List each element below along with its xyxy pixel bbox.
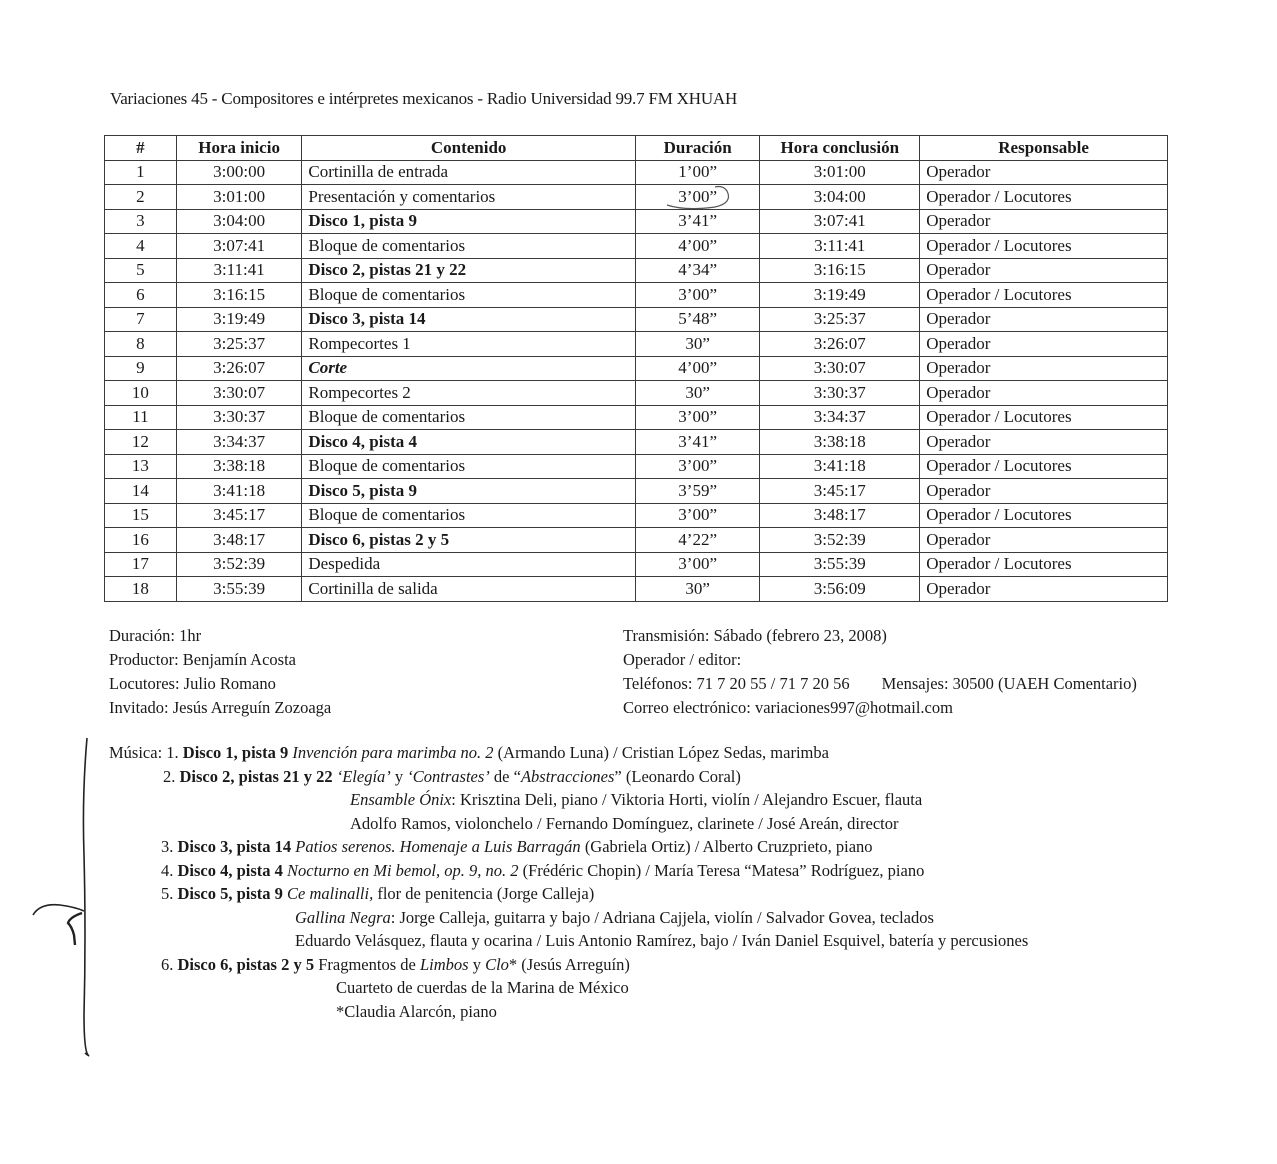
table-row — [105, 454, 1168, 479]
table-row — [105, 503, 1168, 528]
responsible-cell: Operador / Locutores — [920, 283, 1168, 308]
contact-email: Correo electrónico: variaciones997@hotmail.com — [623, 698, 953, 717]
table-row — [105, 160, 1168, 185]
content-cell: Rompecortes 2 — [302, 381, 636, 406]
performers-line: Gallina Negra: Jorge Calleja, guitarra y bajo / Adriana Cajjela, violín / Salvador Govea, teclados — [295, 907, 934, 927]
content-cell: Disco 1, pista 9 — [302, 209, 636, 234]
duration-cell: 30” — [635, 381, 759, 406]
table-row — [105, 356, 1168, 381]
performers-line: Adolfo Ramos, violonchelo / Fernando Domínguez, clarinete / José Areán, director — [350, 813, 899, 833]
content-cell: Bloque de comentarios — [302, 503, 636, 528]
responsible-cell: Operador — [920, 160, 1168, 185]
content-cell: Disco 2, pistas 21 y 22 — [302, 258, 636, 283]
row-number-cell: 18 — [105, 577, 177, 602]
start-time-cell: 3:07:41 — [176, 234, 302, 259]
responsible-cell: Operador — [920, 332, 1168, 357]
performers-line: Ensamble Ónix: Krisztina Deli, piano / Viktoria Horti, violín / Alejandro Escuer, flauta — [350, 790, 923, 809]
duration-cell: 5’48” — [635, 307, 759, 332]
responsible-cell: Operador — [920, 577, 1168, 602]
table-row — [105, 430, 1168, 455]
responsible-cell: Operador / Locutores — [920, 503, 1168, 528]
responsible-cell: Operador / Locutores — [920, 185, 1168, 210]
row-number-cell: 9 — [105, 356, 177, 381]
end-time-cell: 3:07:41 — [760, 209, 920, 234]
table-header-row — [105, 136, 1168, 161]
table-row — [105, 479, 1168, 504]
content-cell: Bloque de comentarios — [302, 454, 636, 479]
music-item-1: Música: 1. Disco 1, pista 9 Invención para marimba no. 2 (Armando Luna) / Cristian López Sedas, marimba — [109, 743, 829, 762]
duration-cell: 4’22” — [635, 528, 759, 553]
end-time-cell: 3:56:09 — [760, 577, 920, 602]
operator-editor: Operador / editor: — [623, 650, 742, 669]
row-number-cell: 5 — [105, 258, 177, 283]
responsible-cell: Operador — [920, 258, 1168, 283]
contact-line — [623, 672, 1137, 696]
responsible-cell: Operador / Locutores — [920, 454, 1168, 479]
start-time-cell: 3:30:37 — [176, 405, 302, 430]
handwritten-bracket-mark — [30, 735, 90, 1060]
table-row — [105, 332, 1168, 357]
table-row — [105, 552, 1168, 577]
duration-cell: 3’00” — [635, 552, 759, 577]
end-time-cell: 3:55:39 — [760, 552, 920, 577]
start-time-cell: 3:11:41 — [176, 258, 302, 283]
start-time-cell: 3:41:18 — [176, 479, 302, 504]
responsible-cell: Operador — [920, 356, 1168, 381]
content-cell: Corte — [302, 356, 636, 381]
header-start-time: Hora inicio — [176, 136, 302, 161]
schedule-body — [105, 160, 1168, 601]
duration-cell: 3’00” — [635, 283, 759, 308]
table-row — [105, 283, 1168, 308]
end-time-cell: 3:26:07 — [760, 332, 920, 357]
start-time-cell: 3:04:00 — [176, 209, 302, 234]
schedule-table — [104, 135, 1168, 602]
content-cell: Disco 4, pista 4 — [302, 430, 636, 455]
end-time-cell: 3:38:18 — [760, 430, 920, 455]
responsible-cell: Operador — [920, 209, 1168, 234]
responsible-cell: Operador — [920, 479, 1168, 504]
header-num: # — [105, 136, 177, 161]
start-time-cell: 3:19:49 — [176, 307, 302, 332]
end-time-cell: 3:19:49 — [760, 283, 920, 308]
row-number-cell: 15 — [105, 503, 177, 528]
table-row — [105, 234, 1168, 259]
music-item-5: 5. Disco 5, pista 9 Ce malinalli, flor de penitencia (Jorge Calleja) — [161, 884, 595, 903]
content-cell: Cortinilla de salida — [302, 577, 636, 602]
content-cell: Despedida — [302, 552, 636, 577]
table-row — [105, 405, 1168, 430]
row-number-cell: 2 — [105, 185, 177, 210]
end-time-cell: 3:04:00 — [760, 185, 920, 210]
content-cell: Presentación y comentarios — [302, 185, 636, 210]
row-number-cell: 8 — [105, 332, 177, 357]
row-number-cell: 16 — [105, 528, 177, 553]
row-number-cell: 17 — [105, 552, 177, 577]
end-time-cell: 3:30:07 — [760, 356, 920, 381]
end-time-cell: 3:01:00 — [760, 160, 920, 185]
content-cell: Bloque de comentarios — [302, 234, 636, 259]
header-content: Contenido — [302, 136, 636, 161]
responsible-cell: Operador — [920, 430, 1168, 455]
duration-cell: 1’00” — [635, 160, 759, 185]
start-time-cell: 3:26:07 — [176, 356, 302, 381]
duration-cell: 3’00” — [635, 405, 759, 430]
disc-track: Disco 5, pista 9 — [177, 884, 283, 903]
content-cell: Bloque de comentarios — [302, 405, 636, 430]
start-time-cell: 3:30:07 — [176, 381, 302, 406]
table-row — [105, 307, 1168, 332]
content-cell: Disco 5, pista 9 — [302, 479, 636, 504]
disc-track: Disco 3, pista 14 — [177, 837, 292, 856]
duration-cell: 30” — [635, 332, 759, 357]
music-item-2: 2. Disco 2, pistas 21 y 22 ‘Elegía’ y ‘Contrastes’ de “Abstracciones” (Leonardo Coral) — [163, 766, 741, 786]
start-time-cell: 3:00:00 — [176, 160, 302, 185]
end-time-cell: 3:52:39 — [760, 528, 920, 553]
row-number-cell: 1 — [105, 160, 177, 185]
row-number-cell: 12 — [105, 430, 177, 455]
document-title: Variaciones 45 - Compositores e intérpretes mexicanos - Radio Universidad 99.7 FM XHUAH — [110, 89, 738, 108]
table-row — [105, 528, 1168, 553]
music-label: Música: — [109, 743, 163, 762]
program-duration: Duración: 1hr — [109, 626, 202, 645]
start-time-cell: 3:45:17 — [176, 503, 302, 528]
duration-cell: 4’34” — [635, 258, 759, 283]
disc-track: Disco 4, pista 4 — [177, 860, 283, 880]
performers-line: Cuarteto de cuerdas de la Marina de México — [336, 978, 629, 997]
duration-cell: 3’00” — [635, 185, 759, 210]
end-time-cell: 3:45:17 — [760, 479, 920, 504]
duration-cell: 3’41” — [635, 430, 759, 455]
start-time-cell: 3:16:15 — [176, 283, 302, 308]
responsible-cell: Operador — [920, 381, 1168, 406]
end-time-cell: 3:30:37 — [760, 381, 920, 406]
performers-line: Eduardo Velásquez, flauta y ocarina / Luis Antonio Ramírez, bajo / Iván Daniel Esquivel, batería y percusiones — [295, 931, 1029, 950]
music-item-4: 4. Disco 4, pista 4 Nocturno en Mi bemol, op. 9, no. 2 (Frédéric Chopin) / María Teresa “Matesa” Rodríguez, piano — [161, 860, 925, 880]
duration-cell: 3’00” — [635, 454, 759, 479]
program-info-right — [623, 624, 1137, 720]
content-cell: Disco 6, pistas 2 y 5 — [302, 528, 636, 553]
row-number-cell: 11 — [105, 405, 177, 430]
row-number-cell: 4 — [105, 234, 177, 259]
end-time-cell: 3:11:41 — [760, 234, 920, 259]
content-cell: Bloque de comentarios — [302, 283, 636, 308]
duration-cell: 4’00” — [635, 234, 759, 259]
end-time-cell: 3:16:15 — [760, 258, 920, 283]
responsible-cell: Operador / Locutores — [920, 234, 1168, 259]
start-time-cell: 3:38:18 — [176, 454, 302, 479]
table-row — [105, 209, 1168, 234]
phone-numbers: Teléfonos: 71 7 20 55 / 71 7 20 56 — [623, 674, 850, 693]
work-title: Invención para marimba no. 2 — [292, 743, 494, 762]
duration-cell: 30” — [635, 577, 759, 602]
duration-cell: 3’00” — [635, 503, 759, 528]
content-cell: Disco 3, pista 14 — [302, 307, 636, 332]
program-info-left — [109, 624, 331, 720]
header-end-time: Hora conclusión — [760, 136, 920, 161]
table-row — [105, 258, 1168, 283]
disc-track: Disco 1, pista 9 — [182, 743, 289, 762]
start-time-cell: 3:55:39 — [176, 577, 302, 602]
row-number-cell: 6 — [105, 283, 177, 308]
row-number-cell: 10 — [105, 381, 177, 406]
responsible-cell: Operador / Locutores — [920, 405, 1168, 430]
start-time-cell: 3:25:37 — [176, 332, 302, 357]
start-time-cell: 3:48:17 — [176, 528, 302, 553]
disc-track: Disco 6, pistas 2 y 5 — [177, 954, 315, 974]
header-duration: Duración — [635, 136, 759, 161]
responsible-cell: Operador — [920, 528, 1168, 553]
music-credits — [109, 741, 1028, 1023]
row-number-cell: 7 — [105, 307, 177, 332]
header-responsible: Responsable — [920, 136, 1168, 161]
row-number-cell: 14 — [105, 479, 177, 504]
content-cell: Rompecortes 1 — [302, 332, 636, 357]
performers-line: *Claudia Alarcón, piano — [336, 1001, 497, 1021]
program-producer: Productor: Benjamín Acosta — [109, 650, 296, 669]
duration-cell: 3’41” — [635, 209, 759, 234]
row-number-cell: 3 — [105, 209, 177, 234]
responsible-cell: Operador — [920, 307, 1168, 332]
table-row — [105, 577, 1168, 602]
start-time-cell: 3:34:37 — [176, 430, 302, 455]
end-time-cell: 3:34:37 — [760, 405, 920, 430]
disc-track: Disco 2, pistas 21 y 22 — [179, 766, 333, 786]
messages-number: Mensajes: 30500 (UAEH Comentario) — [881, 674, 1137, 693]
broadcast-date: Transmisión: Sábado (febrero 23, 2008) — [623, 626, 887, 645]
start-time-cell: 3:01:00 — [176, 185, 302, 210]
music-item-6: 6. Disco 6, pistas 2 y 5 Fragmentos de Limbos y Clo* (Jesús Arreguín) — [161, 954, 630, 974]
program-hosts: Locutores: Julio Romano — [109, 674, 276, 693]
start-time-cell: 3:52:39 — [176, 552, 302, 577]
end-time-cell: 3:48:17 — [760, 503, 920, 528]
duration-cell: 4’00” — [635, 356, 759, 381]
table-row — [105, 185, 1168, 210]
duration-cell: 3’59” — [635, 479, 759, 504]
end-time-cell: 3:25:37 — [760, 307, 920, 332]
program-guest: Invitado: Jesús Arreguín Zozoaga — [109, 698, 332, 717]
music-item-3: 3. Disco 3, pista 14 Patios serenos. Homenaje a Luis Barragán (Gabriela Ortiz) / Alberto Cruzprieto, piano — [161, 837, 873, 856]
table-row — [105, 381, 1168, 406]
content-cell: Cortinilla de entrada — [302, 160, 636, 185]
end-time-cell: 3:41:18 — [760, 454, 920, 479]
row-number-cell: 13 — [105, 454, 177, 479]
responsible-cell: Operador / Locutores — [920, 552, 1168, 577]
